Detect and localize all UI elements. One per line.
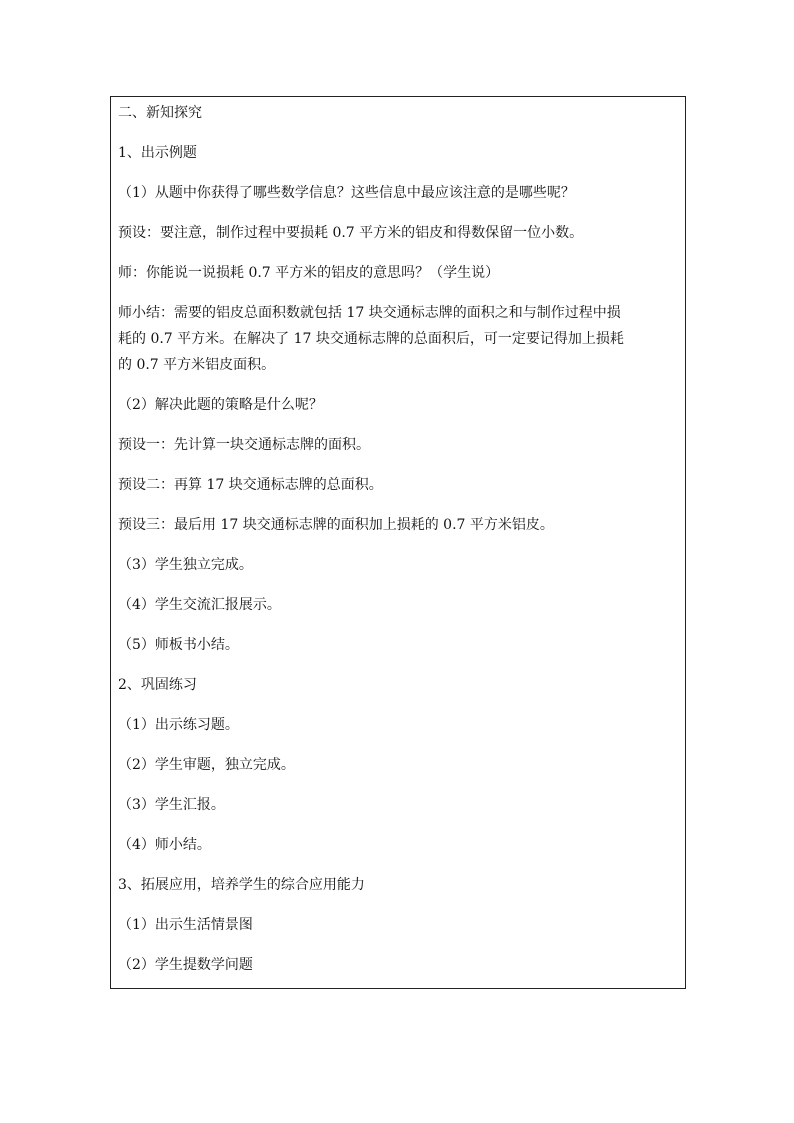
text-line: （3）学生汇报。 bbox=[118, 797, 225, 813]
text-line: 预设二：再算 17 块交通标志牌的总面积。 bbox=[118, 477, 383, 493]
text-line: （4）师小结。 bbox=[118, 837, 211, 853]
text-line: （3）学生独立完成。 bbox=[118, 557, 253, 573]
text-line: （2）学生审题，独立完成。 bbox=[118, 757, 295, 773]
teacher-summary-paragraph bbox=[118, 300, 679, 378]
summary-line: 的 0.7 平方米铝皮面积。 bbox=[118, 357, 276, 373]
text-line: （1）出示练习题。 bbox=[118, 717, 239, 733]
summary-line: 师小结：需要的铝皮总面积数就包括 17 块交通标志牌的面积之和与制作过程中损 bbox=[118, 305, 621, 321]
text-line: （2）解决此题的策略是什么呢？ bbox=[118, 397, 323, 413]
lesson-table-cell bbox=[110, 96, 686, 989]
text-line: （4）学生交流汇报展示。 bbox=[118, 597, 281, 613]
text-line: 预设三：最后用 17 块交通标志牌的面积加上损耗的 0.7 平方米铝皮。 bbox=[118, 517, 554, 533]
lesson-content bbox=[118, 103, 679, 995]
text-line: （1）从题中你获得了哪些数学信息？这些信息中最应该注意的是哪些呢？ bbox=[118, 185, 575, 201]
summary-line: 耗的 0.7 平方米。在解决了 17 块交通标志牌的总面积后，可一定要记得加上损耗 bbox=[118, 331, 624, 347]
subsection-heading: 2、巩固练习 bbox=[118, 677, 197, 693]
text-line: 预设一：先计算一块交通标志牌的面积。 bbox=[118, 437, 370, 453]
text-line: 师：你能说一说损耗 0.7 平方米的铝皮的意思吗？（学生说） bbox=[118, 265, 500, 281]
subsection-heading: 3、拓展应用，培养学生的综合应用能力 bbox=[118, 877, 365, 893]
text-line: （5）师板书小结。 bbox=[118, 637, 239, 653]
text-line: （2）学生提数学问题 bbox=[118, 957, 253, 973]
section-heading: 二、新知探究 bbox=[118, 105, 202, 121]
subsection-heading: 1、出示例题 bbox=[118, 145, 197, 161]
text-line: 预设：要注意，制作过程中要损耗 0.7 平方米的铝皮和得数保留一位小数。 bbox=[118, 225, 584, 241]
text-line: （1）出示生活情景图 bbox=[118, 917, 253, 933]
